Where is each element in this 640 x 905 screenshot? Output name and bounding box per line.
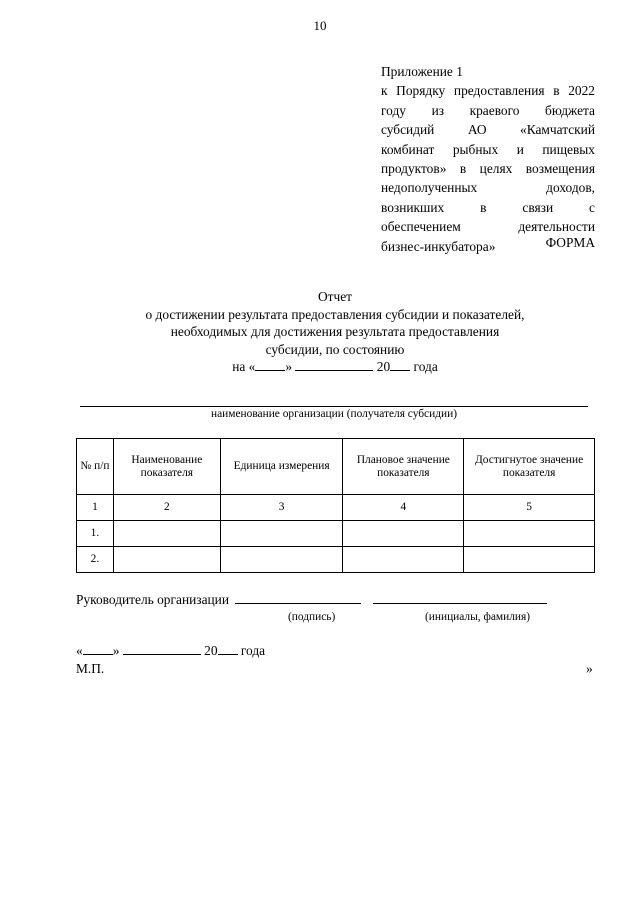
appendix-line: бизнес-инкубатора» — [381, 238, 496, 254]
header-cell: Единица измерения — [220, 439, 343, 495]
appendix-line: возникших в связи с — [381, 199, 595, 215]
signature-blank[interactable] — [235, 603, 361, 604]
row-index: 2. — [77, 547, 114, 573]
month-blank[interactable] — [295, 370, 373, 371]
table-number-row — [77, 495, 595, 521]
closing-quote: » — [586, 661, 593, 676]
day-blank[interactable] — [83, 654, 113, 655]
table-header-row — [77, 439, 595, 495]
table-cell[interactable] — [464, 547, 595, 573]
row-index: 1. — [77, 521, 114, 547]
name-blank[interactable] — [373, 603, 547, 604]
year-blank[interactable] — [218, 654, 238, 655]
table-cell[interactable] — [343, 547, 464, 573]
signature-caption: (подпись) — [288, 611, 336, 623]
number-cell: 4 — [343, 495, 464, 521]
table-cell[interactable] — [113, 521, 220, 547]
number-cell: 3 — [220, 495, 343, 521]
indicators-table — [76, 438, 595, 573]
appendix-line: к Порядку предоставления в 2022 — [381, 83, 595, 99]
title-line: необходимых для достижения результата предоставления — [170, 324, 500, 340]
appendix-line: году из краевого бюджета — [381, 102, 595, 118]
number-cell: 5 — [464, 495, 595, 521]
number-cell: 1 — [77, 495, 114, 521]
number-cell: 2 — [113, 495, 220, 521]
table-cell[interactable] — [113, 547, 220, 573]
title-date-line: на « » 20 года — [232, 359, 438, 375]
signature-line — [76, 592, 547, 608]
org-name-line[interactable] — [80, 406, 588, 407]
date-line: « » 20 года — [76, 643, 266, 658]
title-line: субсидии, по состоянию — [265, 341, 405, 357]
page-number: 10 — [313, 18, 327, 33]
appendix-line: Приложение 1 — [381, 64, 463, 79]
appendix-line: обеспечением деятельности — [381, 219, 595, 235]
appendix-line: комбинат рыбных и пищевых — [381, 141, 595, 157]
title-line: Отчет — [317, 289, 353, 304]
header-cell: Наименование показателя — [113, 439, 220, 495]
table-row — [77, 521, 595, 547]
table-cell[interactable] — [464, 521, 595, 547]
appendix-block — [381, 62, 595, 256]
signature-label: Руководитель организации — [76, 592, 230, 607]
header-cell: № п/п — [77, 439, 114, 495]
table-cell[interactable] — [220, 547, 343, 573]
appendix-line: субсидий АО «Камчатский — [381, 122, 595, 138]
name-caption: (инициалы, фамилия) — [425, 611, 531, 623]
header-cell: Плановое значение показателя — [343, 439, 464, 495]
appendix-line: продуктов» в целях возмещения — [381, 161, 595, 177]
year-blank[interactable] — [390, 370, 410, 371]
title-line: о достижении результата предоставления субсидии и показателей, — [145, 306, 525, 322]
table-row — [77, 547, 595, 573]
form-label: ФОРМА — [545, 235, 595, 250]
report-title — [80, 288, 590, 376]
appendix-line: недополученных доходов, — [381, 180, 595, 196]
month-blank[interactable] — [123, 654, 201, 655]
table-cell[interactable] — [343, 521, 464, 547]
seal-label: М.П. — [76, 661, 105, 676]
day-blank[interactable] — [255, 370, 285, 371]
table-cell[interactable] — [220, 521, 343, 547]
org-caption: наименование организации (получателя субсидии) — [211, 408, 457, 420]
header-cell: Достигнутое значение показателя — [464, 439, 595, 495]
